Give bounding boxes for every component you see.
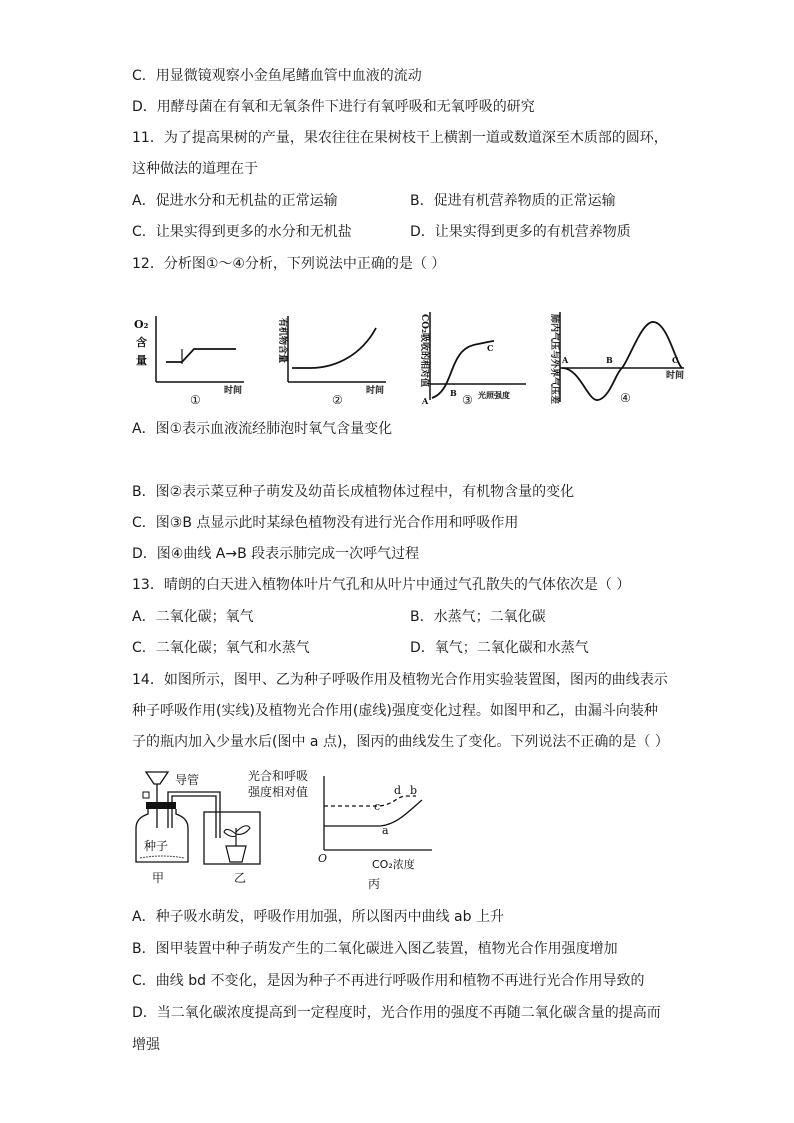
q13-option-d: D．氧气；二氧化碳和水蒸气 <box>410 640 589 656</box>
g1-ylabel-2: 量 <box>136 354 147 367</box>
g4-point-c: C <box>672 355 679 365</box>
graph-2 <box>277 316 386 407</box>
q12-stem: 12．分析图①～④分析，下列说法中正确的是（ ） <box>132 256 446 272</box>
label-jia: 甲 <box>152 871 165 885</box>
q11-option-d: D．让果实得到更多的有机营养物质 <box>410 224 631 240</box>
bing-origin: O <box>318 852 328 865</box>
leaf-icon <box>236 826 250 835</box>
g2-number: ② <box>332 393 343 407</box>
q14-option-a: A．种子吸水萌发，呼吸作用加强，所以图丙中曲线 ab 上升 <box>132 909 504 925</box>
q12-figure <box>132 306 692 408</box>
bing-ylabel-2: 强度相对值 <box>248 785 309 799</box>
seed-label: 种子 <box>144 839 169 853</box>
q13-option-a: A．二氧化碳；氧气 <box>132 609 254 625</box>
bing-ylabel-1: 光合和呼吸 <box>248 769 309 783</box>
g3-ylabel: CO₂吸收的相对值 <box>419 314 429 387</box>
q14-option-d-line1: D．当二氧化碳浓度提高到一定程度时，光合作用的强度不再随二氧化碳含量的提高而 <box>132 1005 661 1021</box>
q10-option-d: D．用酵母菌在有氧和无氧条件下进行有氧呼吸和无氧呼吸的研究 <box>132 99 535 115</box>
funnel-icon <box>146 772 168 784</box>
label-bing: 丙 <box>368 877 381 891</box>
g3-point-c: C <box>487 343 494 353</box>
q13-stem: 13．晴朗的白天进入植物体叶片气孔和从叶片中通过气孔散失的气体依次是（ ） <box>132 577 631 593</box>
g2-ylabel: 有机物含量 <box>277 318 287 364</box>
bing-point-a: a <box>382 824 389 837</box>
q14-stem-line3: 子的瓶内加入少量水后(图中 a 点)，图丙的曲线发生了变化。下列说法不正确的是（ ） <box>132 734 669 750</box>
tube-label: 导管 <box>175 773 200 787</box>
bing-point-c: c <box>374 800 381 813</box>
g4-ylabel: 肺内气压与外界气压差 <box>549 314 559 405</box>
q14-option-b: B．图甲装置中种子萌发产生的二氧化碳进入图乙装置，植物光合作用强度增加 <box>132 941 618 957</box>
bing-point-b: b <box>410 784 418 797</box>
apparatus-yi <box>204 812 260 885</box>
g1-number: ① <box>190 393 201 407</box>
g1-ylabel-1: 含 <box>136 336 147 349</box>
g4-point-b: B <box>606 355 613 365</box>
q12-option-b: B．图②表示菜豆种子萌发及幼苗长成植物体过程中，有机物含量的变化 <box>132 484 575 500</box>
graph-3 <box>419 312 526 407</box>
q14-figure <box>132 766 442 892</box>
q14-stem-line2: 种子呼吸作用(实线)及植物光合作用(虚线)强度变化过程。如图甲和乙，由漏斗向装种 <box>132 703 658 719</box>
q12-option-a: A．图①表示血液流经肺泡时氧气含量变化 <box>132 421 393 437</box>
bing-xlabel: CO₂浓度 <box>372 858 415 871</box>
leaf-icon <box>224 829 236 836</box>
q14-option-d-line2: 增强 <box>132 1037 160 1053</box>
g4-number: ④ <box>620 391 631 405</box>
g4-xlabel: 时间 <box>666 371 685 381</box>
g3-point-b: B <box>450 388 457 398</box>
bing-point-d: d <box>394 784 402 797</box>
q11-stem-line1: 11．为了提高果树的产量，果农往往在果树枝干上横割一道或数道深至木质部的圆环， <box>132 130 668 146</box>
g1-xlabel: 时间 <box>224 386 243 396</box>
g2-xlabel: 时间 <box>366 386 385 396</box>
q14-option-c: C．曲线 bd 不变化，是因为种子不再进行呼吸作用和植物不再进行光合作用导致的 <box>132 973 645 989</box>
q11-option-c: C．让果实得到更多的水分和无机盐 <box>132 224 352 240</box>
q14-stem-line1: 14．如图所示，图甲、乙为种子呼吸作用及植物光合作用实验装置图，图丙的曲线表示 <box>132 672 668 688</box>
q13-option-b: B．水蒸气；二氧化碳 <box>410 609 546 625</box>
q12-option-d: D．图④曲线 A→B 段表示肺完成一次呼气过程 <box>132 546 420 562</box>
label-yi: 乙 <box>234 871 247 885</box>
g3-xlabel: 光照强度 <box>478 390 510 400</box>
q10-option-c: C．用显微镜观察小金鱼尾鳍血管中血液的流动 <box>132 68 422 84</box>
q11-option-a: A．促进水分和无机盐的正常运输 <box>132 193 338 209</box>
q11-option-b: B．促进有机营养物质的正常运输 <box>410 193 616 209</box>
g3-number: ③ <box>462 393 473 407</box>
graph-1 <box>134 316 244 407</box>
q13-option-c: C．二氧化碳；氧气和水蒸气 <box>132 640 310 656</box>
g1-ylabel-o2: O₂ <box>134 318 149 331</box>
graph-4 <box>549 312 684 405</box>
g4-point-a: A <box>562 355 569 365</box>
g3-point-a: A <box>422 396 429 406</box>
apparatus-jia <box>136 772 220 885</box>
graph-bing <box>248 768 432 891</box>
q12-option-c: C．图③B 点显示此时某绿色植物没有进行光合作用和呼吸作用 <box>132 515 519 531</box>
q11-stem-line2: 这种做法的道理在于 <box>132 161 258 177</box>
